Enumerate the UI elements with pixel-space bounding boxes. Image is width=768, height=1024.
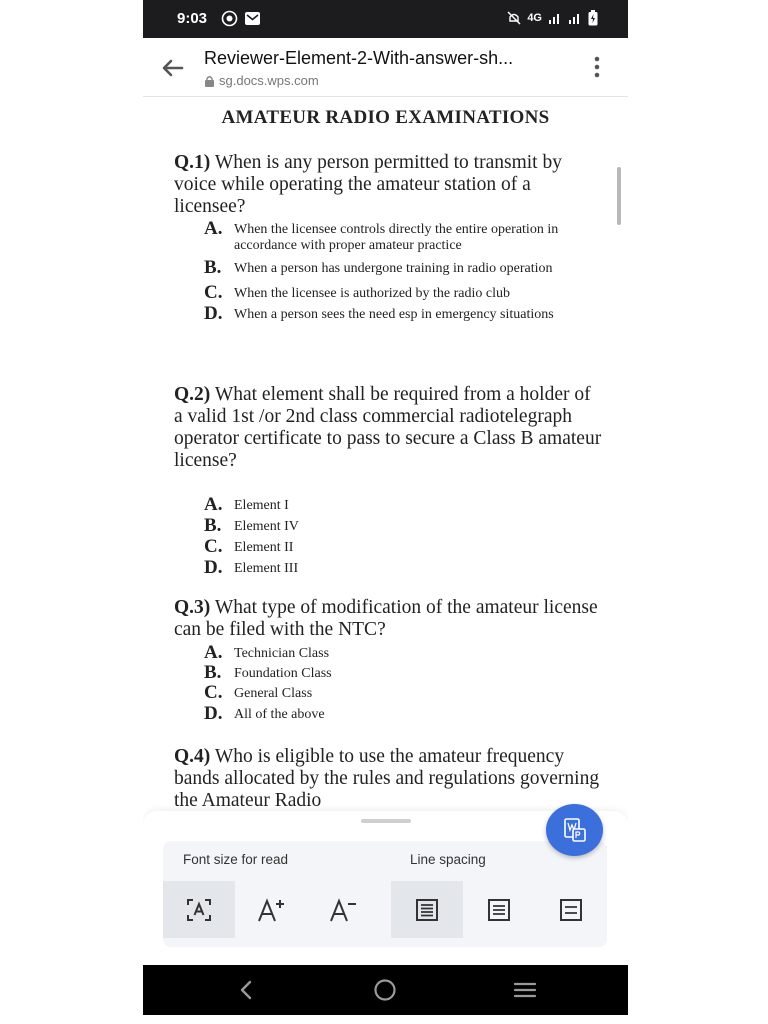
question-2 — [174, 384, 604, 472]
nav-recents-button[interactable] — [512, 978, 538, 1002]
option-item: B. When a person has undergone training in radio operation — [204, 257, 553, 278]
document-header — [143, 38, 628, 97]
scrollbar[interactable] — [617, 167, 621, 225]
font-increase-icon — [256, 897, 286, 923]
document-heading: AMATEUR RADIO EXAMINATIONS — [221, 107, 550, 128]
nav-home-icon — [373, 978, 397, 1002]
camera-notification-icon — [221, 10, 238, 27]
line-spacing-label: Line spacing — [410, 852, 486, 867]
nav-back-icon — [239, 980, 253, 1000]
question-text: When is any person permitted to transmit by voice while operating the amateur station of a licensee? — [174, 152, 562, 217]
option-item: D. Element III — [204, 557, 299, 578]
option-item: B. Element IV — [204, 515, 299, 536]
sheet-drag-handle[interactable] — [361, 819, 411, 823]
auto-text-size-icon — [186, 898, 212, 922]
status-time: 9:03 — [177, 10, 208, 27]
line-spacing-wide-icon — [559, 898, 583, 922]
question-4 — [174, 746, 604, 811]
line-spacing-narrow-icon — [415, 898, 439, 922]
battery-icon — [588, 10, 598, 26]
option-item: D. All of the above — [204, 703, 325, 724]
system-nav-bar — [143, 965, 628, 1015]
question-3-options — [204, 643, 564, 724]
font-size-label: Font size for read — [183, 852, 289, 867]
nav-back-button[interactable] — [233, 978, 259, 1002]
option-item: D. When a person sees the need esp in emergency situations — [204, 303, 554, 324]
option-item: C. When the licensee is authorized by the radio club — [204, 282, 511, 303]
nav-home-button[interactable] — [372, 978, 398, 1002]
question-1 — [174, 152, 604, 218]
option-item: A. When the licensee controls directly the entire operation in accordance with proper amateur practice — [204, 218, 559, 253]
more-options-icon[interactable] — [592, 56, 602, 78]
question-text: Who is eligible to use the amateur frequency bands allocated by the rules and regulations governing the Amateur Radio — [174, 746, 600, 811]
network-type: 4G — [527, 12, 542, 24]
mute-icon — [507, 11, 521, 25]
signal-icon — [548, 12, 562, 24]
question-3 — [174, 597, 604, 641]
line-spacing-medium-button[interactable] — [463, 881, 535, 938]
option-item: C. General Class — [204, 682, 313, 703]
doc-to-pdf-icon — [562, 817, 588, 843]
read-settings-panel — [163, 841, 607, 947]
document-content[interactable] — [143, 97, 628, 811]
url-text: sg.docs.wps.com — [219, 73, 319, 88]
question-2-options — [204, 495, 564, 578]
increase-font-button[interactable] — [235, 881, 307, 938]
question-number: Q.2) — [174, 384, 211, 405]
status-bar — [143, 0, 628, 38]
question-number: Q.4) — [174, 746, 211, 767]
option-item: B. Foundation Class — [204, 662, 332, 683]
option-item: A. Element I — [204, 494, 289, 515]
option-item: C. Element II — [204, 536, 294, 557]
document-title: Reviewer-Element-2-With-answer-sh... — [204, 48, 514, 68]
option-item: A. Technician Class — [204, 642, 330, 663]
question-1-options — [204, 219, 564, 324]
phone-screen — [143, 0, 628, 1024]
question-text: What element shall be required from a holder of a valid 1st /or 2nd class commercial radiotelegraph operator certificate to pass to secure a Class B amateur license? — [174, 384, 602, 471]
line-spacing-wide-button[interactable] — [535, 881, 607, 938]
question-text: What type of modification of the amateur license can be filed with the NTC? — [174, 597, 598, 640]
line-spacing-narrow-button[interactable] — [391, 881, 463, 938]
mail-notification-icon — [244, 10, 261, 27]
line-spacing-medium-icon — [487, 898, 511, 922]
nav-menu-icon — [513, 981, 537, 999]
font-size-auto-button[interactable] — [163, 881, 235, 938]
document-url — [204, 73, 319, 88]
font-decrease-icon — [328, 897, 358, 923]
question-number: Q.1) — [174, 152, 211, 173]
question-number: Q.3) — [174, 597, 211, 618]
convert-to-pdf-button[interactable] — [546, 804, 603, 856]
back-arrow-icon[interactable] — [161, 56, 185, 80]
signal-icon-2 — [568, 12, 582, 24]
decrease-font-button[interactable] — [307, 881, 379, 938]
lock-icon — [204, 75, 215, 87]
